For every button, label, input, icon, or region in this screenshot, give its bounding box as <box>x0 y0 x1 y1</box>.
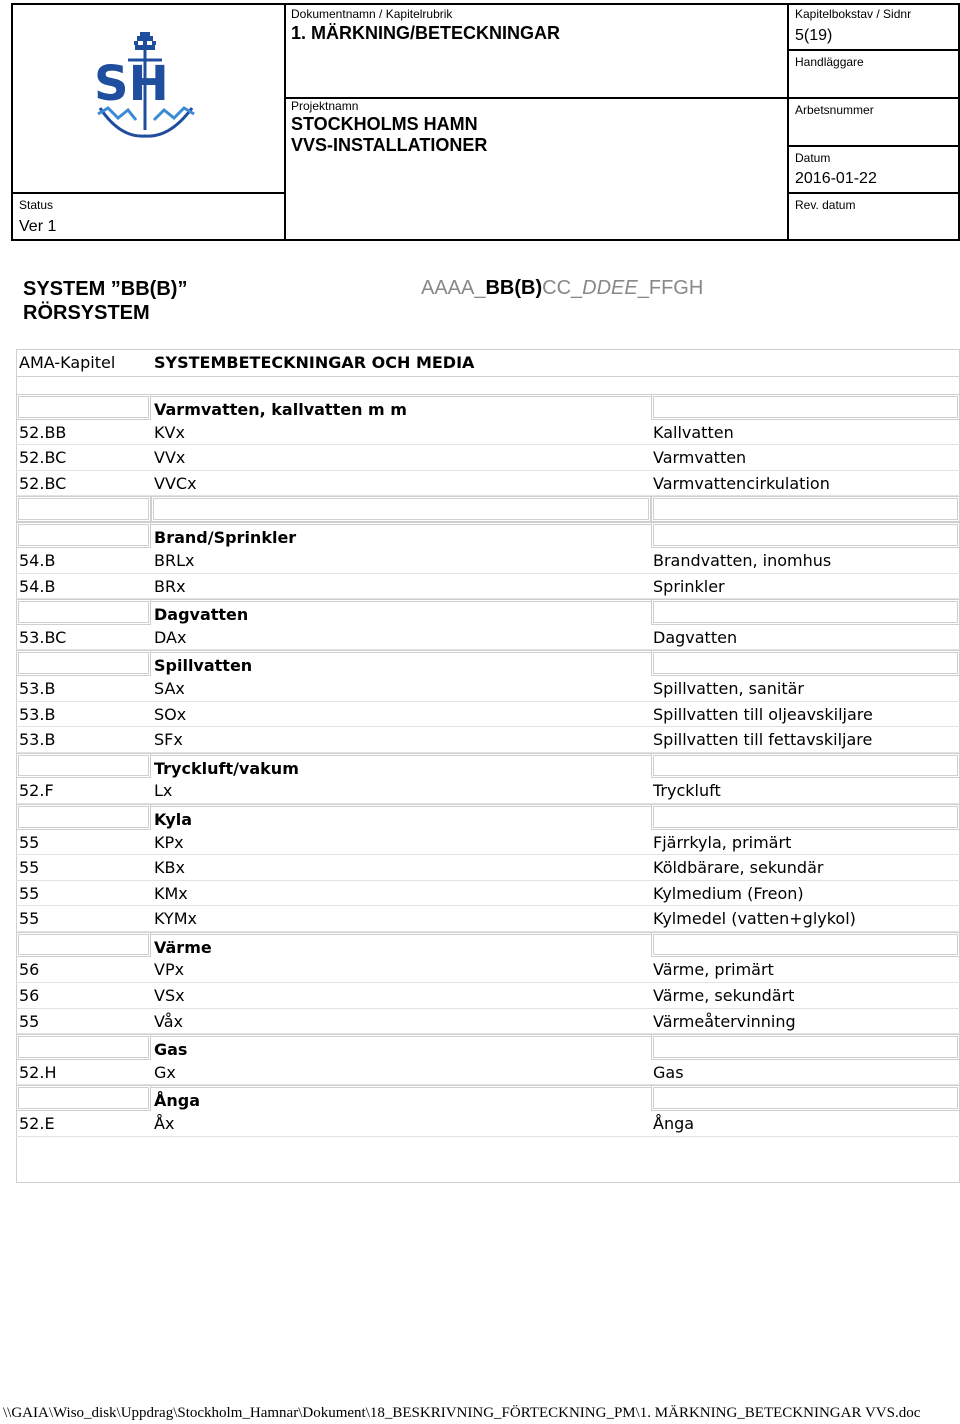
chapter-page-value: 5(19) <box>795 27 833 44</box>
system-code-cell: VPx <box>154 960 185 980</box>
group-heading-row <box>16 1034 960 1060</box>
ama-chapter-cell: 52.BB <box>19 422 67 442</box>
ama-chapter-cell: 54.B <box>19 550 56 570</box>
designation-code-pattern <box>421 277 703 300</box>
table-row <box>16 983 960 1009</box>
table-body <box>16 377 960 1137</box>
code-italic-part: DDEE <box>582 277 638 299</box>
table-row <box>16 855 960 881</box>
group-heading-title: Kyla <box>151 804 651 830</box>
chapter-page-label: Kapitelbokstav / Sidnr <box>795 7 912 21</box>
group-heading-title: Gas <box>151 1034 651 1060</box>
system-code-cell: BRLx <box>154 550 195 570</box>
medium-cell: Fjärrkyla, primärt <box>653 832 792 852</box>
group-heading-medium-cell <box>651 650 960 676</box>
table-spacer <box>16 377 960 394</box>
group-heading-medium-cell <box>651 753 960 779</box>
ama-chapter-cell: 53.B <box>19 730 56 750</box>
group-heading-row <box>16 1085 960 1111</box>
group-heading-ama-cell <box>16 1034 151 1060</box>
ama-chapter-cell: 52.BC <box>19 473 67 493</box>
table-row <box>16 702 960 728</box>
table-row <box>16 420 960 446</box>
ama-chapter-cell: 52.H <box>19 1062 57 1082</box>
system-code-cell: BRx <box>154 576 186 596</box>
group-heading-title: Spillvatten <box>151 650 651 676</box>
group-heading-ama-cell <box>16 804 151 830</box>
group-heading-ama-cell <box>16 650 151 676</box>
document-name-value: 1. MÄRKNING/BETECKNINGAR <box>291 23 561 43</box>
system-code-cell: DAx <box>154 627 187 647</box>
group-heading-title: Tryckluft/vakum <box>151 753 651 779</box>
revision-date-label: Rev. datum <box>795 198 856 212</box>
medium-cell: Tryckluft <box>653 781 721 801</box>
medium-cell: Ånga <box>653 1114 695 1134</box>
group-heading-title: Ånga <box>151 1085 651 1111</box>
medium-cell: Spillvatten, sanitär <box>653 678 805 698</box>
ama-chapter-cell: 52.E <box>19 1114 55 1134</box>
table-row <box>16 881 960 907</box>
ama-chapter-cell: 53.BC <box>19 627 67 647</box>
ama-chapter-cell: 55 <box>19 883 40 903</box>
system-code-cell: KBx <box>154 858 185 878</box>
system-code-cell: KVx <box>154 422 185 442</box>
group-heading-row <box>16 753 960 779</box>
ama-chapter-cell: 55 <box>19 1011 40 1031</box>
handler-label: Handläggare <box>795 55 864 69</box>
group-heading-ama-cell <box>16 753 151 779</box>
system-code-cell: VVCx <box>154 473 197 493</box>
medium-cell: Kylmedel (vatten+glykol) <box>653 909 856 929</box>
ama-chapter-cell: 52.F <box>19 781 54 801</box>
date-value: 2016-01-22 <box>795 170 877 187</box>
job-number-label: Arbetsnummer <box>795 103 874 117</box>
medium-cell: Gas <box>653 1062 684 1082</box>
table-row <box>16 957 960 983</box>
system-code-cell: SOx <box>154 704 187 724</box>
medium-cell: Värme, primärt <box>653 960 774 980</box>
group-heading-ama-cell <box>16 599 151 625</box>
group-heading-title: Värme <box>151 932 651 958</box>
table-row <box>16 1060 960 1086</box>
system-code-cell: Lx <box>154 781 173 801</box>
medium-cell: Spillvatten till fettavskiljare <box>653 730 873 750</box>
ama-chapter-cell: 55 <box>19 858 40 878</box>
medium-cell: Köldbärare, sekundär <box>653 858 824 878</box>
crown-icon <box>134 32 156 50</box>
system-code-cell: SFx <box>154 730 183 750</box>
status-value: Ver 1 <box>19 218 57 235</box>
system-code-cell: Gx <box>154 1062 176 1082</box>
status-label: Status <box>19 198 54 212</box>
blank-cell <box>651 496 960 522</box>
stockholms-hamn-logo <box>80 30 210 145</box>
table-row <box>16 676 960 702</box>
medium-cell: Varmvattencirkulation <box>653 473 830 493</box>
ama-chapter-cell: 53.B <box>19 678 56 698</box>
ama-chapter-cell: 53.B <box>19 704 56 724</box>
ama-chapter-cell: 56 <box>19 986 40 1006</box>
table-row <box>16 778 960 804</box>
table-row <box>16 1111 960 1137</box>
table-row <box>16 830 960 856</box>
medium-cell: Spillvatten till oljeavskiljare <box>653 704 873 724</box>
date-label: Datum <box>795 151 831 165</box>
project-name-line1: STOCKHOLMS HAMN <box>291 114 478 134</box>
table-row <box>16 1009 960 1035</box>
group-heading-title: Dagvatten <box>151 599 651 625</box>
group-heading-medium-cell <box>651 522 960 548</box>
group-heading-row <box>16 599 960 625</box>
system-code-cell: Våx <box>154 1011 183 1031</box>
blank-cell <box>16 496 151 522</box>
medium-cell: Kylmedium (Freon) <box>653 883 804 903</box>
group-heading-ama-cell <box>16 932 151 958</box>
blank-row <box>16 496 960 522</box>
medium-cell: Varmvatten <box>653 448 747 468</box>
medium-cell: Brandvatten, inomhus <box>653 550 832 570</box>
code-mid: CC_ <box>542 277 583 299</box>
file-path-footer: \\GAIA\Wiso_disk\Uppdrag\Stockholm_Hamnar\Dokument\18_BESKRIVNING_FÖRTECKNING_PM\1. MÄRKNING_BETECKNINGAR VVS.doc <box>3 1405 921 1421</box>
code-suffix: _FFGH <box>637 277 704 299</box>
ama-chapter-cell: 56 <box>19 960 40 980</box>
ama-chapter-cell: 55 <box>19 832 40 852</box>
group-heading-medium-cell <box>651 932 960 958</box>
system-title-line2: RÖRSYSTEM <box>23 302 150 324</box>
medium-cell: Kallvatten <box>653 422 734 442</box>
code-prefix: AAAA_ <box>421 277 486 299</box>
column-header-systems: SYSTEMBETECKNINGAR OCH MEDIA <box>154 353 475 372</box>
code-system-part: BB(B) <box>485 277 543 299</box>
group-heading-medium-cell <box>651 1034 960 1060</box>
ama-chapter-cell: 52.BC <box>19 448 67 468</box>
group-heading-ama-cell <box>16 522 151 548</box>
table-header-row <box>16 349 960 377</box>
table-row <box>16 906 960 932</box>
system-title-line1: SYSTEM ”BB(B)” <box>23 278 188 300</box>
system-code-cell: VVx <box>154 448 186 468</box>
system-code-cell: SAx <box>154 678 185 698</box>
table-row <box>16 625 960 651</box>
group-heading-medium-cell <box>651 599 960 625</box>
system-code-cell: VSx <box>154 986 185 1006</box>
blank-cell <box>151 496 651 522</box>
group-heading-row <box>16 932 960 958</box>
group-heading-row <box>16 804 960 830</box>
column-header-ama: AMA-Kapitel <box>19 353 116 372</box>
project-name-label: Projektnamn <box>291 99 359 113</box>
table-row <box>16 471 960 497</box>
group-heading-ama-cell <box>16 1085 151 1111</box>
medium-cell: Värme, sekundärt <box>653 986 795 1006</box>
table-row <box>16 548 960 574</box>
group-heading-medium-cell <box>651 804 960 830</box>
group-heading-title: Varmvatten, kallvatten m m <box>151 394 651 420</box>
system-title <box>23 277 187 325</box>
group-heading-medium-cell <box>651 1085 960 1111</box>
ama-chapter-cell: 55 <box>19 909 40 929</box>
system-code-cell: Åx <box>154 1114 175 1134</box>
group-heading-medium-cell <box>651 394 960 420</box>
group-heading-ama-cell <box>16 394 151 420</box>
group-heading-row <box>16 394 960 420</box>
medium-cell: Dagvatten <box>653 627 738 647</box>
medium-cell: Sprinkler <box>653 576 725 596</box>
designation-table <box>16 349 960 1137</box>
project-name-line2: VVS-INSTALLATIONER <box>291 135 488 155</box>
table-row <box>16 445 960 471</box>
medium-cell: Värmeåtervinning <box>653 1011 796 1031</box>
system-code-cell: KMx <box>154 883 188 903</box>
table-row <box>16 574 960 600</box>
group-heading-row <box>16 650 960 676</box>
system-code-cell: KPx <box>154 832 184 852</box>
document-name-label: Dokumentnamn / Kapitelrubrik <box>291 7 453 21</box>
group-heading-title: Brand/Sprinkler <box>151 522 651 548</box>
table-row <box>16 727 960 753</box>
logo-monogram: SH <box>94 56 169 112</box>
group-heading-row <box>16 522 960 548</box>
ama-chapter-cell: 54.B <box>19 576 56 596</box>
system-code-cell: KYMx <box>154 909 197 929</box>
